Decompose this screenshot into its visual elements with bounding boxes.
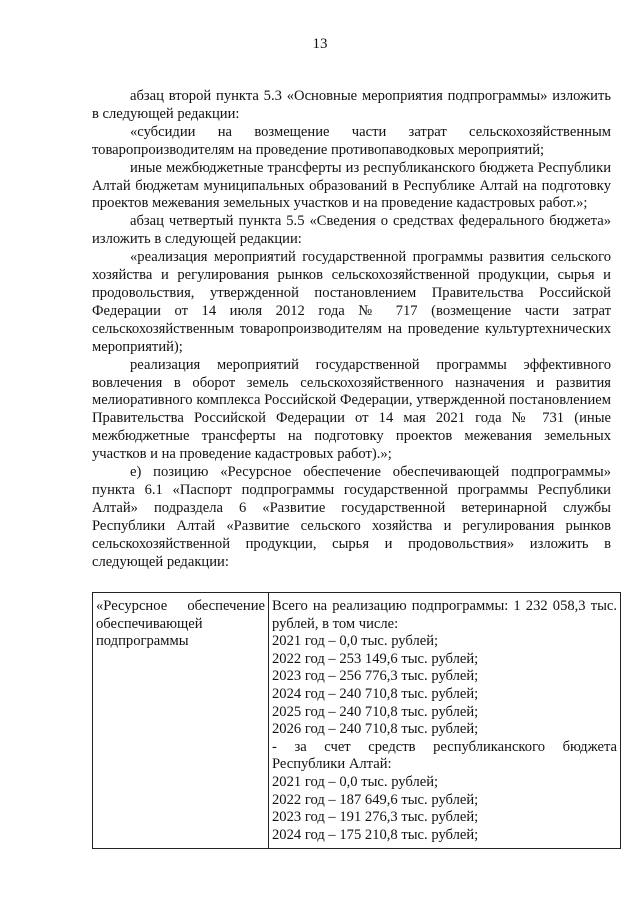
paragraph-program-717: «реализация мероприятий государственной программы развития сельского хозяйства и регулирования рынков сельскохозяйственной продукции, сырья и продовольствия, утвержденной постановлением Правительства Российской Федерации от 14 июля 2012 года № 717 (возмещение части затрат сельскохозяйственным товаропроизводителям на проведение культуртехнических мероприятий);: [92, 249, 611, 355]
resource-table: [92, 592, 621, 849]
funding-line-republic-budget: - за счет средств республиканского бюджета Республики Алтай:: [272, 738, 617, 773]
funding-line-republic-2023: 2023 год – 191 276,3 тыс. рублей;: [272, 809, 479, 826]
table-left-cell: [93, 593, 269, 849]
funding-line-2024: 2024 год – 240 710,8 тыс. рублей;: [272, 685, 479, 702]
paragraph-program-731: реализация мероприятий государственной программы эффективного вовлечения в оборот земель сельскохозяйственного назначения и развития мелиоративного комплекса Российской Федерации, утвержденной постановлением Правительства Российской Федерации от 14 мая 2021 года № 731 (иные межбюджетные трансферты на подготовку проектов межевания земельных участков и на проведение кадастровых работ).»;: [92, 356, 611, 463]
funding-line-2026: 2026 год – 240 710,8 тыс. рублей;: [272, 721, 479, 738]
funding-line-republic-2024: 2024 год – 175 210,8 тыс. рублей;: [272, 826, 479, 843]
funding-line-republic-2022: 2022 год – 187 649,6 тыс. рублей;: [272, 791, 479, 808]
funding-line-2025: 2025 год – 240 710,8 тыс. рублей;: [272, 703, 479, 720]
funding-line-2021: 2021 год – 0,0 тыс. рублей;: [272, 633, 439, 650]
funding-line-total: Всего на реализацию подпрограммы: 1 232 058,3 тыс. рублей, в том числе:: [272, 598, 617, 632]
funding-line-2022: 2022 год – 253 149,6 тыс. рублей;: [272, 650, 479, 667]
paragraph-5-5-intro: абзац четвертый пункта 5.5 «Сведения о средствах федерального бюджета» изложить в следующей редакции:: [92, 213, 611, 248]
resource-label: «Ресурсное обеспечение обеспечивающей подпрограммы: [96, 598, 265, 650]
paragraph-subsidies: «субсидии на возмещение части затрат сельскохозяйственным товаропроизводителям на проведение противопаводковых мероприятий;: [92, 123, 611, 158]
table-right-cell: [269, 593, 621, 849]
funding-lines: [272, 598, 617, 844]
funding-line-2023: 2023 год – 256 776,3 тыс. рублей;: [272, 668, 479, 685]
funding-line-republic-2021: 2021 год – 0,0 тыс. рублей;: [272, 773, 439, 790]
table-row: [93, 593, 621, 849]
page-number: 13: [312, 36, 328, 52]
document-body: [92, 88, 611, 571]
paragraph-resource-position: е) позицию «Ресурсное обеспечение обеспечивающей подпрограммы» пункта 6.1 «Паспорт подпрограммы государственной программы Республики Алтай» подраздела 6 «Развитие государственной ветеринарной службы Республики Алтай «Развитие сельского хозяйства и регулирования рынков сельскохозяйственной продукции, сырья и продовольствия» изложить в следующей редакции:: [92, 464, 611, 570]
paragraph-5-3-intro: абзац второй пункта 5.3 «Основные мероприятия подпрограммы» изложить в следующей редакции:: [92, 88, 611, 122]
paragraph-interbudget-transfers: иные межбюджетные трансферты из республиканского бюджета Республики Алтай бюджетам муниципальных образований в Республике Алтай на подготовку проектов межевания земельных участков и на проведение кадастровых работ.»;: [92, 159, 611, 212]
